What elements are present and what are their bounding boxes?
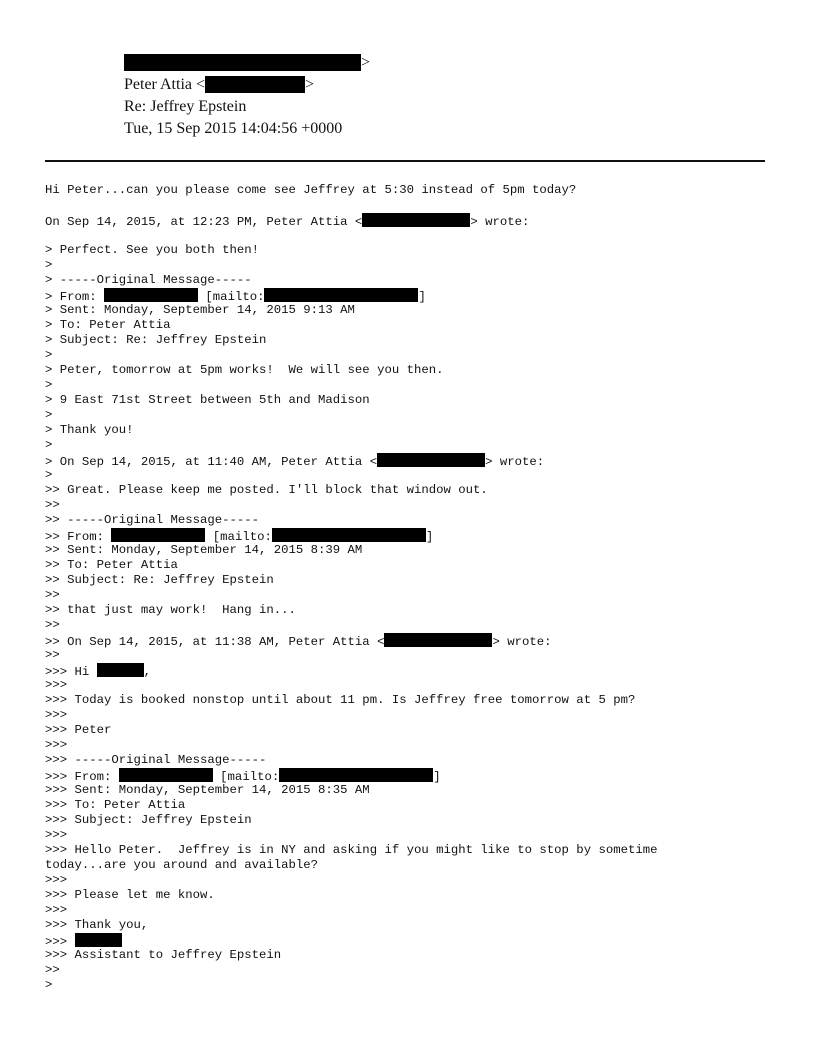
body-line: > Subject: Re: Jeffrey Epstein	[45, 333, 267, 347]
body-line: >>> -----Original Message-----	[45, 753, 267, 767]
to-suffix: >	[305, 76, 315, 93]
body-text: > On Sep 14, 2015, at 11:40 AM, Peter Attia <	[45, 455, 378, 469]
body-line	[45, 933, 785, 948]
body-line: >	[45, 348, 53, 362]
body-line	[45, 213, 785, 228]
body-line: >> Great. Please keep me posted. I'll block that window out.	[45, 483, 488, 497]
redacted-block	[97, 663, 144, 677]
body-line: >	[45, 468, 53, 482]
redacted-block	[377, 453, 485, 467]
body-line: >>>	[45, 903, 68, 917]
body-text: >>>	[45, 935, 75, 949]
body-line: >	[45, 258, 53, 272]
body-line	[45, 453, 785, 468]
body-line: >>>	[45, 708, 68, 722]
body-line: >>	[45, 648, 60, 662]
body-line: >> Sent: Monday, September 14, 2015 8:39 AM	[45, 543, 363, 557]
body-line: > Peter, tomorrow at 5pm works! We will see you then.	[45, 363, 444, 377]
body-text: >>> Hi	[45, 665, 97, 679]
body-text: ]	[433, 770, 441, 784]
header-divider	[45, 160, 765, 162]
to-value	[124, 74, 314, 96]
body-text: >>> From:	[45, 770, 119, 784]
body-text: [mailto:	[198, 290, 265, 304]
body-line: > 9 East 71st Street between 5th and Madison	[45, 393, 370, 407]
body-text: > wrote:	[492, 635, 552, 649]
body-text: >> From:	[45, 530, 112, 544]
body-line: >	[45, 378, 53, 392]
redacted-block	[119, 768, 213, 782]
body-line: today...are you around and available?	[45, 858, 319, 872]
body-line: >>> Assistant to Jeffrey Epstein	[45, 948, 282, 962]
body-line: > Thank you!	[45, 423, 134, 437]
body-line	[45, 663, 785, 678]
body-line: >>	[45, 588, 60, 602]
body-line	[45, 633, 785, 648]
body-line: >>	[45, 963, 60, 977]
body-line	[45, 528, 785, 543]
body-line: >>> Please let me know.	[45, 888, 215, 902]
body-text: >> On Sep 14, 2015, at 11:38 AM, Peter Attia <	[45, 635, 385, 649]
from-suffix: >	[361, 54, 371, 71]
body-line: >> Subject: Re: Jeffrey Epstein	[45, 573, 274, 587]
redacted-block	[279, 768, 433, 782]
body-line: >>	[45, 498, 60, 512]
body-line: >	[45, 408, 53, 422]
body-line: > Sent: Monday, September 14, 2015 9:13 AM	[45, 303, 355, 317]
body-line: > To: Peter Attia	[45, 318, 171, 332]
body-line: > -----Original Message-----	[45, 273, 252, 287]
body-line: >>>	[45, 678, 68, 692]
body-line: >>> Thank you,	[45, 918, 149, 932]
redacted-block	[205, 76, 305, 93]
redacted-block	[104, 288, 198, 302]
body-line: Hi Peter...can you please come see Jeffrey at 5:30 instead of 5pm today?	[45, 183, 577, 197]
redacted-block	[272, 528, 426, 542]
body-line: >>> To: Peter Attia	[45, 798, 186, 812]
body-text: > From:	[45, 290, 105, 304]
body-line	[45, 288, 785, 303]
body-line: >>>	[45, 738, 68, 752]
body-text: ]	[425, 530, 434, 544]
body-line: >>>	[45, 873, 68, 887]
body-line: >>	[45, 618, 60, 632]
body-line: >> To: Peter Attia	[45, 558, 178, 572]
body-text: ,	[143, 665, 152, 679]
body-line	[45, 768, 785, 783]
body-line: >>> Sent: Monday, September 14, 2015 8:35 AM	[45, 783, 370, 797]
to-name: Peter Attia <	[124, 76, 206, 93]
body-text: > wrote:	[470, 215, 530, 229]
body-text: On Sep 14, 2015, at 12:23 PM, Peter Attia <	[45, 215, 363, 229]
email-body	[45, 183, 785, 993]
body-line: >	[45, 438, 53, 452]
subject-value: Re: Jeffrey Epstein	[124, 98, 247, 115]
date-value: Tue, 15 Sep 2015 14:04:56 +0000	[124, 120, 343, 137]
body-line: > Perfect. See you both then!	[45, 243, 260, 257]
body-text: ]	[418, 290, 426, 304]
redacted-block	[124, 54, 361, 71]
body-text: [mailto:	[205, 530, 272, 544]
body-line: >>> Peter	[45, 723, 112, 737]
body-text: [mailto:	[212, 770, 280, 784]
redacted-block	[384, 633, 492, 647]
body-line: >>> Subject: Jeffrey Epstein	[45, 813, 252, 827]
redacted-block	[362, 213, 470, 227]
body-line: >	[45, 978, 53, 992]
redacted-block	[111, 528, 205, 542]
body-line	[45, 228, 785, 243]
body-line: >>>	[45, 828, 68, 842]
body-line: >>> Today is booked nonstop until about 11 pm. Is Jeffrey free tomorrow at 5 pm?	[45, 693, 636, 707]
redacted-block	[264, 288, 418, 302]
body-line: >> -----Original Message-----	[45, 513, 260, 527]
body-line: >> that just may work! Hang in...	[45, 603, 296, 617]
redacted-block	[75, 933, 122, 947]
body-line: >>> Hello Peter. Jeffrey is in NY and asking if you might like to stop by sometime	[45, 843, 658, 857]
body-line	[45, 198, 785, 213]
body-text: > wrote:	[485, 455, 545, 469]
from-value	[124, 52, 370, 74]
